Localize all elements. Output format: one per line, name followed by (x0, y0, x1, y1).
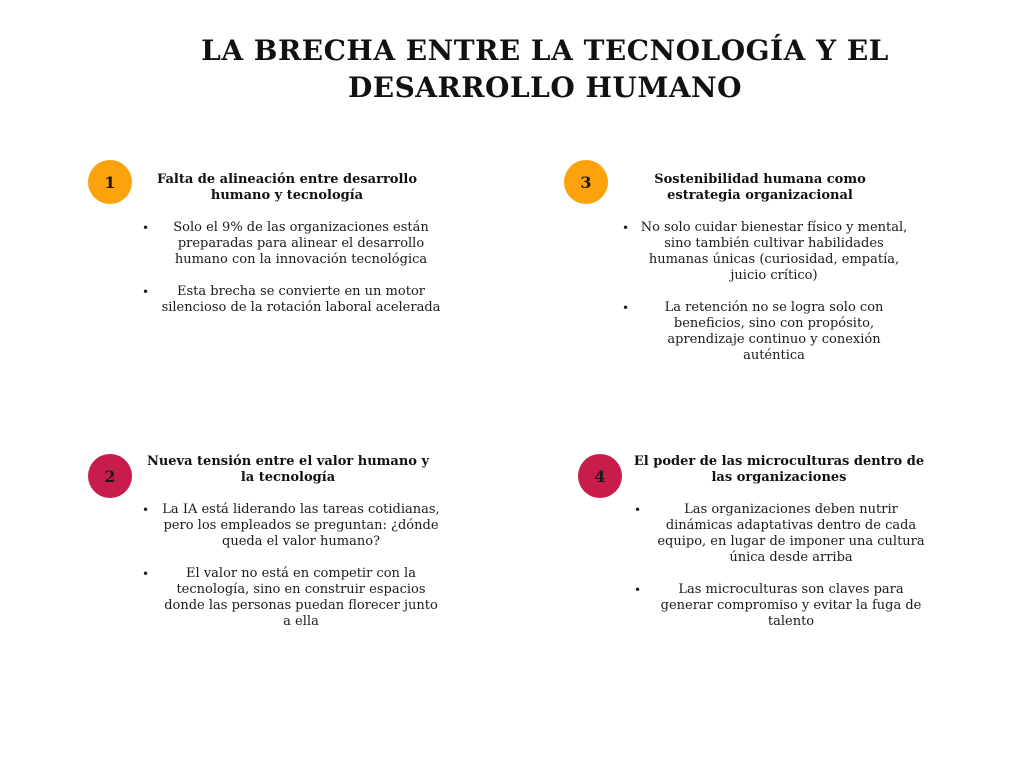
bullet-item (634, 502, 930, 566)
section-bullet-list (142, 220, 442, 332)
section-heading: Sostenibilidad humana como estrategia organizacional (654, 172, 866, 203)
bullet-dot-icon: • (634, 503, 642, 517)
section-bullet-list (634, 502, 930, 646)
bullet-text: Las organizaciones deben nutrir dinámicas adaptativas dentro de cada equipo, en lugar de imponer una cultura única desde arriba (657, 502, 925, 565)
section-heading: Falta de alineación entre desarrollo humano y tecnología (156, 172, 418, 203)
bullet-item (622, 220, 908, 284)
bullet-text: Esta brecha se convierte en un motor silencioso de la rotación laboral acelerada (161, 284, 441, 315)
bullet-item (142, 566, 442, 630)
bullet-text: La retención no se logra solo con beneficios, sino con propósito, aprendizaje continuo y conexión auténtica (664, 300, 884, 363)
bullet-text: No solo cuidar bienestar físico y mental, sino también cultivar habilidades humanas únicas (curiosidad, empatía, juicio crítico) (640, 220, 908, 283)
bullet-dot-icon: • (142, 503, 150, 517)
bullet-item (634, 582, 930, 630)
page-title-line-1: LA BRECHA ENTRE LA TECNOLOGÍA Y EL (201, 34, 889, 67)
bullet-text: Solo el 9% de las organizaciones están preparadas para alinear el desarrollo humano con la innovación tecnológica (173, 220, 429, 267)
bullet-text: La IA está liderando las tareas cotidianas, pero los empleados se preguntan: ¿dónde queda el valor humano? (162, 502, 440, 549)
section-bullet-list (142, 502, 442, 646)
bullet-dot-icon: • (622, 301, 630, 315)
bullet-text: El valor no está en competir con la tecnología, sino en construir espacios donde las personas puedan florecer junto a ella (164, 566, 438, 629)
section-number-badge: 2 (88, 454, 132, 498)
bullet-text: Las microculturas son claves para generar compromiso y evitar la fuga de talento (660, 582, 922, 629)
section-heading: Nueva tensión entre el valor humano y la tecnología (146, 454, 430, 485)
bullet-dot-icon: • (622, 221, 630, 235)
section-number-badge: 3 (564, 160, 608, 204)
bullet-dot-icon: • (142, 567, 150, 581)
bullet-item (622, 300, 908, 364)
section-bullet-list (622, 220, 908, 380)
bullet-dot-icon: • (634, 583, 642, 597)
bullet-dot-icon: • (142, 221, 150, 235)
bullet-item (142, 220, 442, 268)
section-heading: El poder de las microculturas dentro de las organizaciones (633, 454, 925, 485)
page-title (170, 32, 920, 106)
section-number-badge: 1 (88, 160, 132, 204)
page-title-line-2: DESARROLLO HUMANO (347, 71, 743, 104)
bullet-dot-icon: • (142, 285, 150, 299)
section-number-badge: 4 (578, 454, 622, 498)
bullet-item (142, 284, 442, 316)
bullet-item (142, 502, 442, 550)
